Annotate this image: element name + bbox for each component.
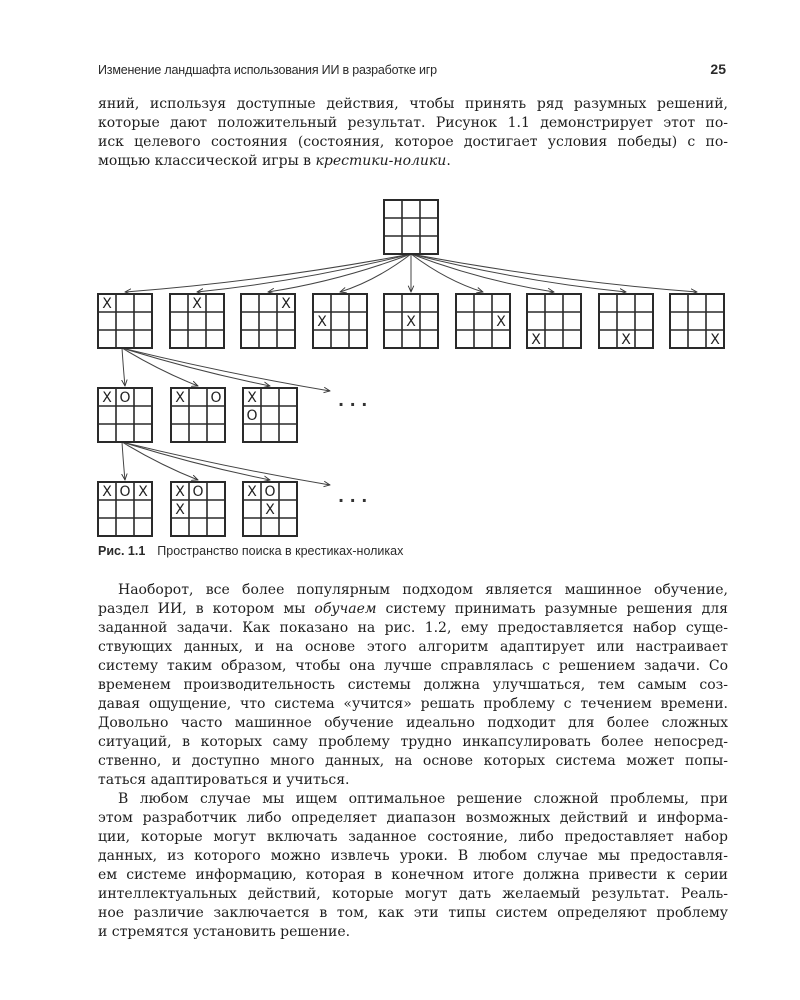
text-line: интеллектуальных действий, которые могут дать желаемый результат. Реаль- [98, 886, 728, 902]
text-run: заданной задачи. Как показано на рис. 1.2, ему предоставляется набор суще- [98, 620, 728, 636]
x-mark: X [317, 314, 327, 330]
x-mark: X [247, 484, 257, 500]
text-line: В любом случае мы ищем оптимальное решение сложной проблемы, при [118, 791, 728, 807]
text-run: систему таким образом, чтобы она лучше справлялась с решением задачи. Со [98, 658, 728, 674]
text-line [98, 152, 728, 171]
x-mark: X [281, 296, 291, 312]
level2-board [171, 388, 225, 442]
page-number: 25 [710, 61, 726, 77]
text-line [98, 676, 728, 695]
running-header-title: Изменение ландшафта использования ИИ в разработке игр [98, 63, 437, 77]
ellipsis-level-2: . . . [338, 391, 368, 410]
text-line [98, 638, 728, 657]
paragraph-conclusion [98, 790, 728, 942]
text-run: ситуаций, в которых саму проблему трудно инкапсулировать более непосред- [98, 734, 728, 750]
text-line: иск целевого состояния (состояния, которое достигает условия победы) с по- [98, 134, 728, 150]
o-mark: O [119, 484, 131, 500]
level1-board [527, 294, 581, 348]
text-line [98, 619, 728, 638]
emphasis-text: обучаем [314, 601, 377, 617]
search-space-figure [0, 190, 800, 540]
x-mark: X [102, 390, 112, 406]
tree-edge-arrow [340, 254, 411, 292]
tree-edge-arrow [411, 254, 697, 292]
root-board [384, 200, 438, 254]
figure-caption-label: Рис. 1.1 [98, 544, 146, 558]
level3-board [98, 482, 152, 536]
o-mark: O [246, 408, 258, 424]
level1-board [384, 294, 438, 348]
tree-edge-arrow [122, 442, 330, 485]
x-mark: X [175, 390, 185, 406]
text-run: . [446, 153, 451, 169]
tree-edge-arrow [122, 348, 330, 391]
level2-board [98, 388, 152, 442]
x-mark: X [496, 314, 506, 330]
o-mark: O [264, 484, 276, 500]
level1-board [98, 294, 152, 348]
text-line [98, 600, 728, 619]
text-line [98, 581, 728, 600]
text-run: Довольно часто машинное обучение идеально подходит для более сложных [98, 715, 728, 731]
text-line: этом разработчик либо определяет диапазон возможных действий и информа- [98, 810, 728, 826]
text-run: мощью классической игры в [98, 153, 316, 169]
x-mark: X [531, 332, 541, 348]
text-line [98, 657, 728, 676]
x-mark: X [102, 296, 112, 312]
x-mark: X [621, 332, 631, 348]
tree-edge-arrow [411, 254, 483, 292]
o-mark: O [210, 390, 222, 406]
o-mark: O [119, 390, 131, 406]
x-mark: X [247, 390, 257, 406]
x-mark: X [138, 484, 148, 500]
x-mark: X [175, 484, 185, 500]
ellipsis-level-3: . . . [338, 487, 368, 506]
running-header [98, 61, 728, 79]
text-line: ции, которые могут включать заданное состояние, либо предоставляет набор [98, 829, 728, 845]
tree-edge-arrow [122, 348, 125, 386]
level1-board [313, 294, 367, 348]
tree-edge-arrow [122, 442, 125, 480]
text-line [98, 733, 728, 752]
x-mark: X [406, 314, 416, 330]
intro-paragraph [98, 95, 728, 171]
text-run: ственно, и доступно много данных, на основе которых система может попы- [98, 753, 728, 769]
tree-edge-arrow [125, 254, 411, 292]
level1-board [170, 294, 224, 348]
level1-board [456, 294, 510, 348]
o-mark: O [192, 484, 204, 500]
text-line: ем системе информацию, которая в конечном итоге должна привести к серии [98, 867, 728, 883]
text-run: таться адаптироваться и учиться. [98, 772, 350, 788]
level1-board [241, 294, 295, 348]
text-line: яний, используя доступные действия, чтобы принять ряд разумных решений, [98, 96, 728, 112]
text-line: которые дают положительный результат. Рисунок 1.1 демонстрирует этот по- [98, 115, 728, 131]
text-run: ствующих данных, и на основе этого алгоритм адаптирует или настраивает [98, 639, 728, 655]
text-line [98, 752, 728, 771]
emphasis-text: крестики-нолики [315, 153, 447, 169]
x-mark: X [710, 332, 720, 348]
text-run: временем производительность системы должна улучшаться, тем самым соз- [98, 677, 728, 693]
x-mark: X [175, 502, 185, 518]
x-mark: X [265, 502, 275, 518]
text-line [98, 771, 728, 790]
text-run: раздел ИИ, в котором мы [98, 601, 315, 617]
text-line: ное различие заключается в том, как эти типы систем определяют проблему [98, 905, 728, 921]
figure-caption [98, 544, 403, 558]
level1-board [599, 294, 653, 348]
x-mark: X [192, 296, 202, 312]
tree-edges [122, 254, 697, 485]
level3-board [171, 482, 225, 536]
board-frame [384, 200, 438, 254]
text-run: систему принимать разумные решения для [376, 601, 728, 617]
text-run: Наоборот, все более популярным подходом является машинное обучение, [118, 582, 728, 598]
text-line [98, 714, 728, 733]
figure-caption-text: Пространство поиска в крестиках-ноликах [157, 544, 404, 558]
level3-board [243, 482, 297, 536]
text-line [98, 695, 728, 714]
text-line: и стремятся установить решение. [98, 924, 351, 940]
text-line: данных, из которого можно извлечь уроки. В любом случае мы предоставля- [98, 848, 728, 864]
text-run: давая ощущение, что система «учится» решать проблему с течением времени. [98, 696, 728, 712]
paragraph-machine-learning [98, 581, 728, 790]
level1-board [670, 294, 724, 348]
x-mark: X [102, 484, 112, 500]
level2-board [243, 388, 297, 442]
